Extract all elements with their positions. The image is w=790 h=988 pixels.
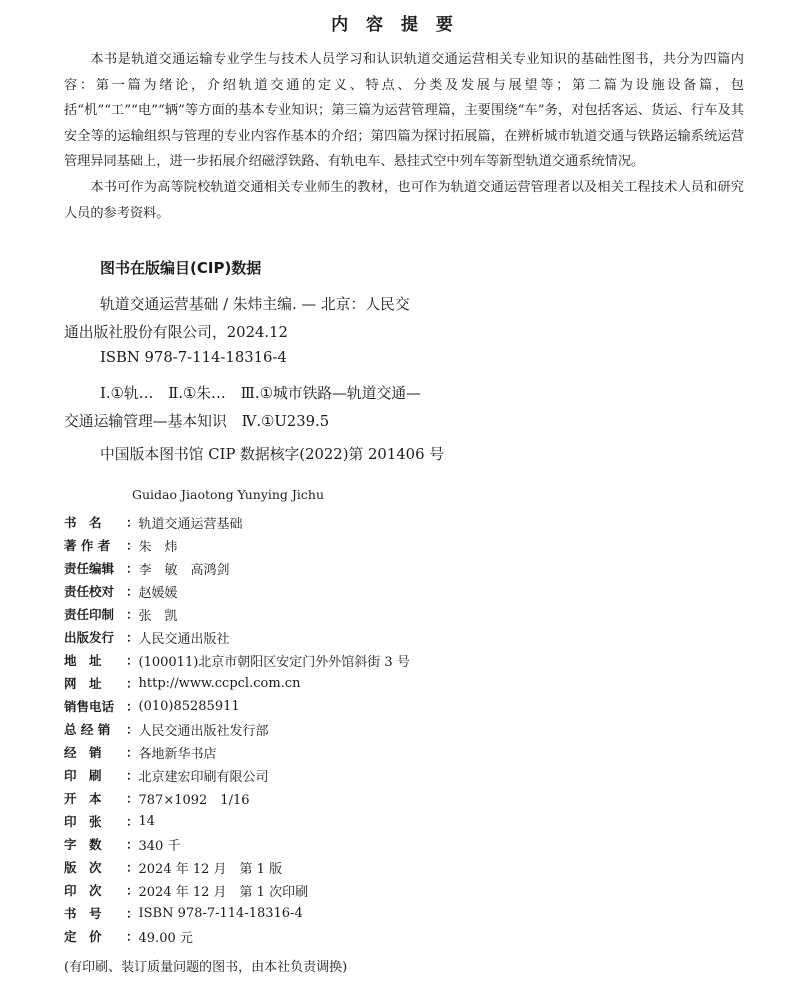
info-value: 340 千: [138, 838, 181, 854]
info-label: 书 名: [64, 515, 102, 530]
info-value: 张 凯: [138, 608, 178, 624]
cip-heading: 图书在版编目(CIP)数据: [100, 259, 262, 277]
info-row: 开 本 ： 787×1092 1/16: [64, 788, 250, 808]
info-row: 印 次 ： 2024 年 12 月 第 1 次印刷: [64, 880, 308, 900]
info-label: 印 张: [64, 814, 102, 829]
info-row: 印 刷 ： 北京建宏印刷有限公司: [64, 765, 269, 785]
info-value: 李 敏 高鸿剑: [138, 562, 230, 578]
info-label: 著 作 者: [64, 538, 111, 553]
summary-body: [64, 47, 744, 226]
info-label: 定 价: [64, 929, 102, 944]
info-row: 出版发行 ： 人民交通出版社: [64, 627, 230, 647]
info-value: 北京建宏印刷有限公司: [138, 769, 269, 785]
info-row: 书 号 ： ISBN 978-7-114-18316-4: [64, 905, 303, 921]
info-row: 地 址 ： (100011)北京市朝阳区安定门外外馆斜街 3 号: [64, 650, 410, 670]
info-label: 责任印制: [64, 607, 115, 622]
info-value: 人民交通出版社: [138, 631, 230, 647]
info-label: 地 址: [64, 653, 102, 668]
info-value: http://www.ccpcl.com.cn: [138, 675, 301, 691]
info-row: 版 次 ： 2024 年 12 月 第 1 版: [64, 857, 282, 877]
info-row: 字 数 ： 340 千: [64, 834, 180, 854]
cip-line: 轨道交通运营基础 / 朱炜主编. — 北京：人民交: [100, 296, 410, 313]
info-row: 印 张 ： 14: [64, 813, 156, 829]
info-value: 赵媛媛: [138, 585, 178, 601]
info-label: 经 销: [64, 745, 102, 760]
info-row: 定 价 ： 49.00 元: [64, 926, 193, 946]
info-value: (010)85285911: [138, 698, 240, 714]
summary-title: 内 容 提 要: [331, 15, 459, 35]
info-label: 印 次: [64, 883, 102, 898]
info-value: 787×1092 1/16: [138, 792, 250, 808]
info-value: 朱 炜: [138, 539, 178, 555]
info-row: 经 销 ： 各地新华书店: [64, 742, 217, 762]
info-label: 销售电话: [64, 699, 115, 714]
info-row: 书 名 ： 轨道交通运营基础: [64, 512, 243, 532]
info-label: 责任编辑: [64, 561, 115, 576]
cip-line: 交通运输管理—基本知识 Ⅳ.①U239.5: [64, 413, 330, 430]
info-row: 著 作 者 ： 朱 炜: [64, 535, 178, 555]
summary-paragraph: 本书可作为高等院校轨道交通相关专业师生的教材，也可作为轨道交通运营管理者以及相关工程技术人员和研究人员的参考资料。: [64, 179, 744, 221]
info-row: 总 经 销 ： 人民交通出版社发行部: [64, 719, 269, 739]
cip-line: 通出版社股份有限公司，2024.12: [64, 324, 288, 341]
info-label: 出版发行: [64, 630, 115, 645]
info-label: 字 数: [64, 837, 102, 852]
info-label: 版 次: [64, 860, 102, 875]
info-value: 2024 年 12 月 第 1 次印刷: [138, 884, 309, 900]
info-row: 责任编辑 ： 李 敏 高鸿剑: [64, 558, 230, 578]
info-label: 总 经 销: [64, 722, 111, 737]
info-value: 各地新华书店: [138, 746, 217, 762]
pinyin-title: Guidao Jiaotong Yunying Jichu: [132, 487, 325, 502]
info-row: 责任印制 ： 张 凯: [64, 604, 178, 624]
info-value: 轨道交通运营基础: [138, 516, 243, 532]
info-value: 2024 年 12 月 第 1 版: [138, 861, 283, 877]
info-label: 书 号: [64, 906, 102, 921]
info-row: 销售电话 ： (010)85285911: [64, 698, 240, 714]
info-row: 责任校对 ： 赵媛媛: [64, 581, 178, 601]
info-label: 责任校对: [64, 584, 115, 599]
info-label: 印 刷: [64, 768, 102, 783]
cip-line: 中国版本图书馆 CIP 数据核字(2022)第 201406 号: [100, 446, 444, 463]
info-row: 网 址 ： http://www.ccpcl.com.cn: [64, 675, 301, 691]
info-label: 开 本: [64, 791, 102, 806]
info-value: 人民交通出版社发行部: [138, 723, 269, 739]
info-value: 49.00 元: [138, 930, 193, 946]
info-value: ISBN 978-7-114-18316-4: [138, 905, 303, 921]
quality-note: (有印刷、装订质量问题的图书，由本社负责调换): [64, 960, 348, 975]
info-value: (100011)北京市朝阳区安定门外外馆斜街 3 号: [138, 654, 410, 670]
summary-paragraph: 本书是轨道交通运输专业学生与技术人员学习和认识轨道交通运营相关专业知识的基础性图书，共分为四篇内容：第一篇为绪论，介绍轨道交通的定义、特点、分类及发展与展望等；第二篇为设施设备篇，包括“机”“工”“电”“辆”等方面的基本专业知识；第三篇为运营管理篇，主要围绕“车”务，对包括客运、货运、行车及其安全等的运输组织与管理的专业内容作基本的介绍；第四篇为探讨拓展篇，在辨析城市轨道交通与铁路运输系统运营管理异同基础上，进一步拓展介绍磁浮铁路、有轨电车、悬挂式空中列车等新型轨道交通系统情况。: [64, 52, 744, 170]
info-value: 14: [138, 813, 156, 829]
cip-line: ISBN 978-7-114-18316-4: [100, 349, 287, 366]
cip-line: Ⅰ.①轨… Ⅱ.①朱… Ⅲ.①城市铁路—轨道交通—: [100, 385, 421, 402]
info-label: 网 址: [64, 676, 102, 691]
